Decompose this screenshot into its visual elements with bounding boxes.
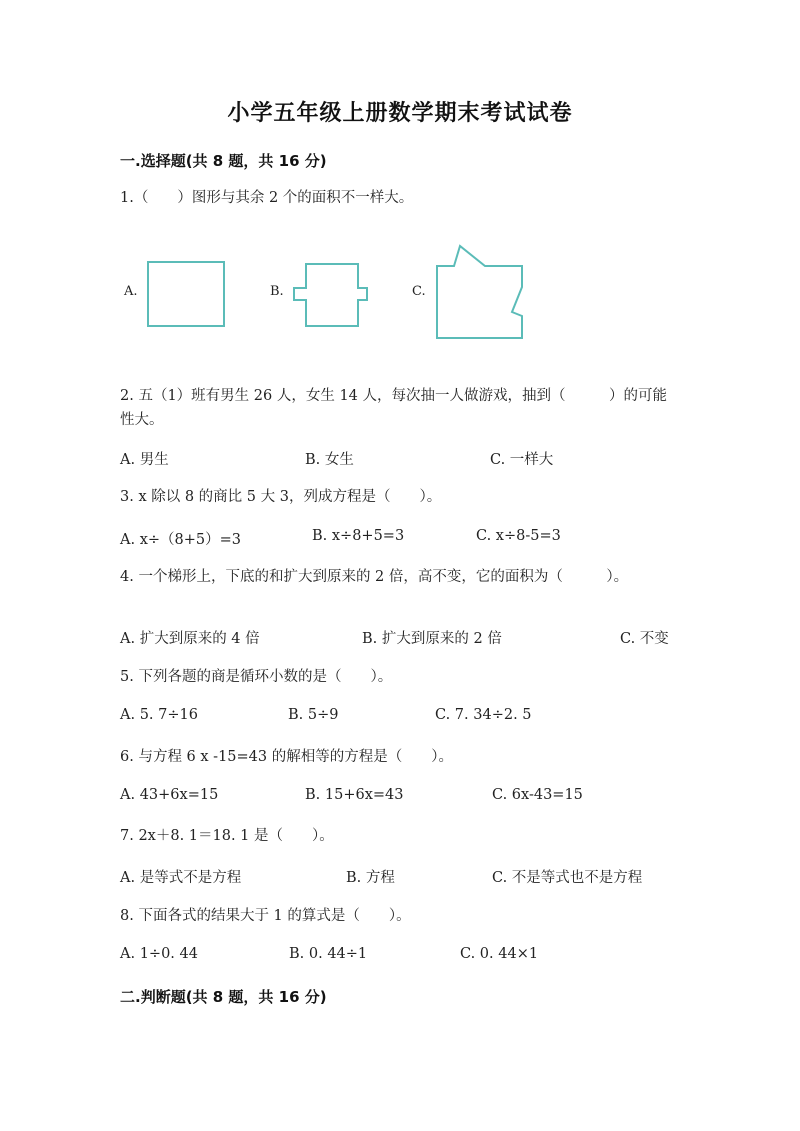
q8-option-a: A. 1÷0. 44: [120, 946, 198, 962]
q3-option-c: C. x÷8-5=3: [476, 528, 561, 544]
question-4: 4. 一个梯形上，下底的和扩大到原来的 2 倍，高不变，它的面积为（ ）。: [120, 569, 629, 585]
q7-option-c: C. 不是等式也不是方程: [492, 870, 643, 886]
figure-a-square: [148, 262, 224, 326]
figure-label-c: C.: [412, 284, 426, 299]
q6-option-b: B. 15+6x=43: [305, 787, 404, 803]
figure-label-b: B.: [270, 284, 284, 299]
section-heading-judgment: 二.判断题(共 8 题，共 16 分): [120, 988, 327, 1006]
question-1-figures: [120, 240, 540, 350]
q3-option-b: B. x÷8+5=3: [312, 528, 405, 544]
question-3: 3. x 除以 8 的商比 5 大 3，列成方程是（ ）。: [120, 489, 442, 505]
question-1: 1.（ ）图形与其余 2 个的面积不一样大。: [120, 190, 414, 206]
figure-c-irregular: [437, 246, 522, 338]
q2-option-a: A. 男生: [120, 452, 169, 468]
q6-option-a: A. 43+6x=15: [120, 787, 219, 803]
q6-option-c: C. 6x-43=15: [492, 787, 583, 803]
question-2: 2. 五（1）班有男生 26 人，女生 14 人，每次抽一人做游戏，抽到（ ）的可能性大。: [120, 388, 668, 428]
q2-option-b: B. 女生: [305, 452, 354, 468]
section-heading-choice: 一.选择题(共 8 题，共 16 分): [120, 152, 327, 170]
q8-option-c: C. 0. 44×1: [460, 946, 539, 962]
q2-option-c: C. 一样大: [490, 452, 554, 468]
q7-option-b: B. 方程: [346, 870, 395, 886]
q5-option-a: A. 5. 7÷16: [120, 707, 198, 723]
q7-option-a: A. 是等式不是方程: [120, 870, 242, 886]
question-8: 8. 下面各式的结果大于 1 的算式是（ ）。: [120, 908, 411, 924]
q8-option-b: B. 0. 44÷1: [289, 946, 368, 962]
page-title: 小学五年级上册数学期末考试试卷: [227, 101, 573, 126]
q4-option-a: A. 扩大到原来的 4 倍: [120, 631, 260, 647]
q5-option-b: B. 5÷9: [288, 707, 339, 723]
figure-label-a: A.: [124, 284, 138, 299]
figure-b-notched-square: [294, 264, 367, 326]
question-6: 6. 与方程 6 x -15=43 的解相等的方程是（ ）。: [120, 749, 453, 765]
q4-option-b: B. 扩大到原来的 2 倍: [362, 631, 502, 647]
figures-svg: [120, 240, 540, 350]
q4-option-c: C. 不变: [620, 631, 669, 647]
question-7: 7. 2x＋8. 1＝18. 1 是（ ）。: [120, 828, 334, 844]
q3-option-a: A. x÷（8+5）=3: [120, 532, 241, 548]
q5-option-c: C. 7. 34÷2. 5: [435, 707, 532, 723]
question-5: 5. 下列各题的商是循环小数的是（ ）。: [120, 669, 393, 685]
